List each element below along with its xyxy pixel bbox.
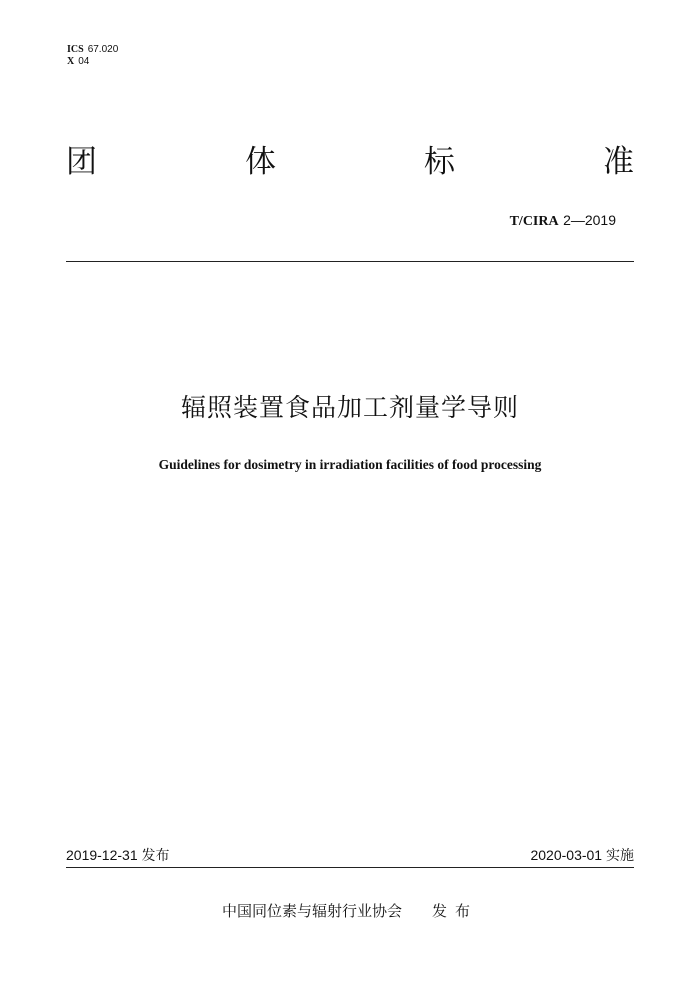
document-title-english: Guidelines for dosimetry in irradiation facilities of food processing — [158, 457, 542, 472]
publish-date: 2019-12-31 发布 — [66, 847, 170, 863]
ccs-value: 04 — [78, 56, 90, 67]
standard-type-heading — [66, 140, 634, 184]
classification-codes — [67, 44, 118, 68]
ics-code — [67, 44, 118, 56]
ccs-label: X — [67, 56, 75, 67]
document-title-chinese: 辐照装置食品加工剂量学导则 — [180, 393, 519, 422]
publish-label: 发布 — [432, 902, 479, 920]
standard-type-char: 团 — [66, 144, 97, 180]
implement-date: 2020-03-01 实施 — [530, 847, 634, 863]
ics-value: 67.020 — [87, 44, 119, 55]
standard-number — [510, 212, 616, 230]
standard-type-char: 标 — [424, 144, 455, 180]
publisher-row — [0, 900, 700, 922]
standard-type-char: 准 — [603, 144, 634, 180]
standard-type-char: 体 — [245, 144, 276, 180]
top-divider — [66, 261, 634, 262]
date-row — [66, 845, 634, 865]
ccs-code — [67, 56, 118, 68]
standard-number-value: 2—2019 — [563, 212, 616, 228]
ics-label: ICS — [67, 44, 84, 55]
standard-number-prefix: T/CIRA — [509, 214, 559, 229]
publisher-name: 中国同位素与辐射行业协会 — [221, 902, 402, 920]
bottom-divider — [66, 867, 634, 868]
